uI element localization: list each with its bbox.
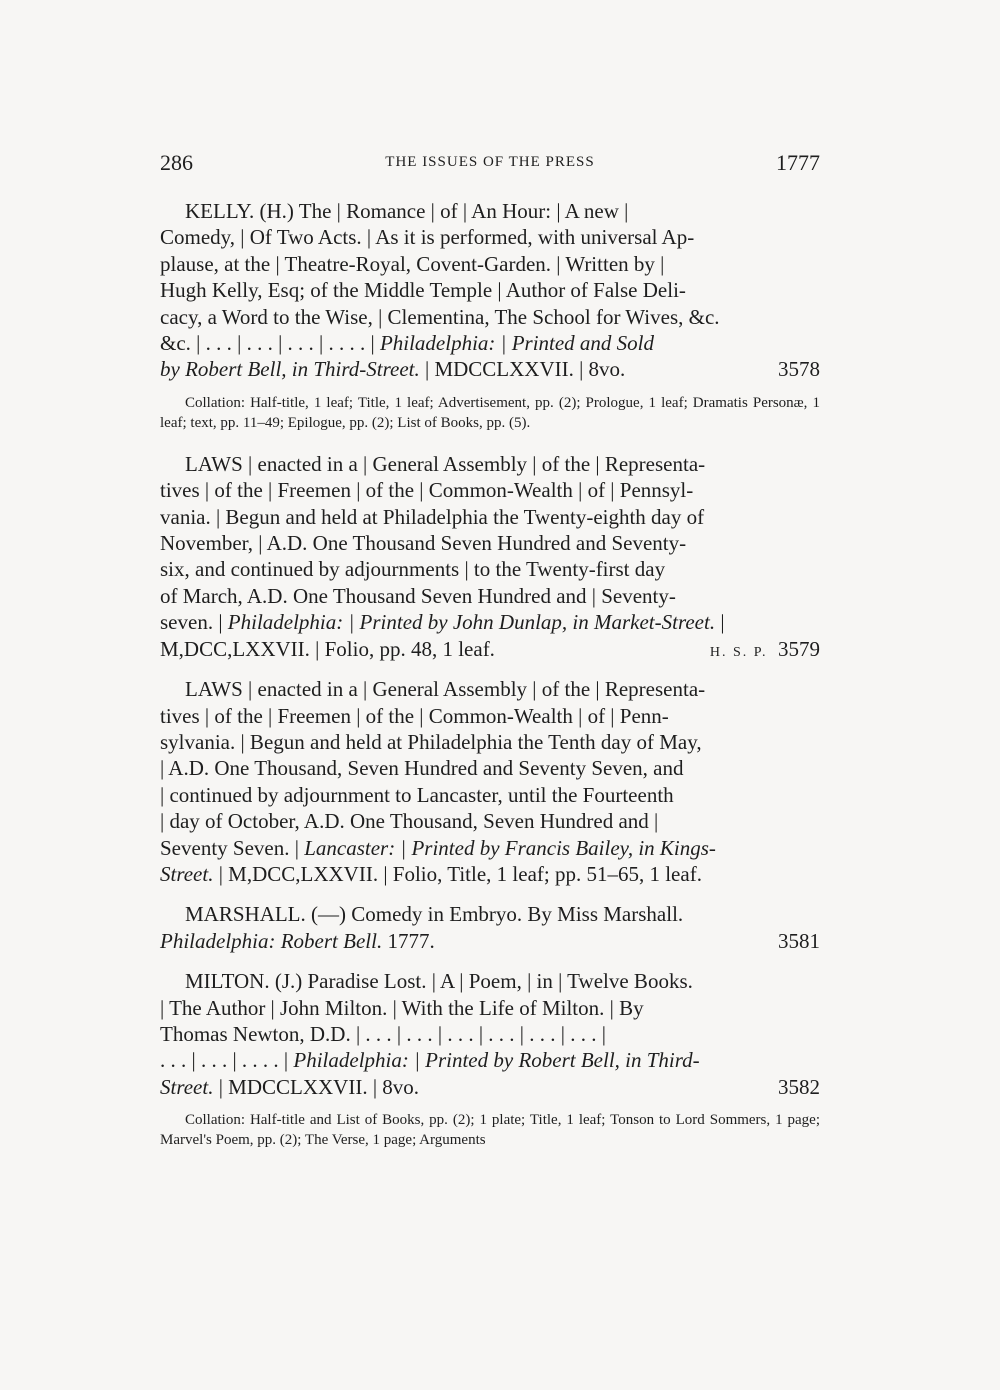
entry-line <box>160 356 820 382</box>
bibliography-entry <box>160 451 820 662</box>
entry-line: sylvania. | Begun and held at Philadelphia the Tenth day of May, <box>160 729 702 754</box>
entry-text: | MDCCLXXVII. | 8vo. <box>213 1074 420 1099</box>
imprint-text: Philadelphia: | Printed and Sold <box>379 331 655 356</box>
entry-line: Hugh Kelly, Esq; of the Middle Temple | Author of False Deli- <box>160 278 686 303</box>
collation-note: Collation: Half-title, 1 leaf; Title, 1 leaf; Advertisement, pp. (2); Prologue, 1 leaf; Dramatis Personæ, 1 leaf; text, pp. 11–49; Epilogue, pp. (2); List of Books, pp. (5). <box>160 394 820 431</box>
imprint-text: Lancaster: | Printed by Francis Bailey, in Kings- <box>304 835 716 860</box>
entry-line: Comedy, | Of Two Acts. | As it is performed, with universal Ap- <box>160 225 695 250</box>
entry-line: plause, at the | Theatre-Royal, Covent-Garden. | Written by | <box>160 251 665 276</box>
entry-line: | day of October, A.D. One Thousand, Seven Hundred and | <box>160 809 659 834</box>
entry-text: Seventy Seven. | <box>160 835 305 860</box>
entry-line: vania. | Begun and held at Philadelphia the Twenty-eighth day of <box>160 504 705 529</box>
entry-line: tives | of the | Freemen | of the | Common-Wealth | of | Penn- <box>160 703 669 728</box>
entry-text: | M,DCC,LXXVII. | Folio, Title, 1 leaf; pp. 51–65, 1 leaf. <box>213 861 702 886</box>
entry-line <box>160 835 820 861</box>
entry-number: 3582 <box>778 1074 820 1099</box>
page-number: 286 <box>160 150 193 175</box>
entry-line: Thomas Newton, D.D. | . . . | . . . | . . . | . . . | . . . | . . . | <box>160 1021 606 1046</box>
entry-text: . . . | . . . | . . . . | <box>160 1048 294 1073</box>
entry-line: tives | of the | Freemen | of the | Common-Wealth | of | Pennsyl- <box>160 478 694 503</box>
entry-number <box>710 636 820 666</box>
imprint-text: Philadelphia: | Printed by John Dunlap, in Market-Street. <box>227 610 716 635</box>
imprint-text: Street. <box>160 1074 214 1099</box>
bibliography-entry <box>160 676 820 887</box>
entry-line: | The Author | John Milton. | With the Life of Milton. | By <box>160 995 644 1020</box>
entry-line: MARSHALL. (—) Comedy in Embryo. By Miss Marshall. <box>185 902 684 927</box>
entry-line <box>160 330 820 356</box>
entry-line: LAWS | enacted in a | General Assembly | of the | Representa- <box>185 451 706 476</box>
location-ref: H. S. P. <box>709 644 768 660</box>
entry-line: six, and continued by adjournments | to the Twenty-first day <box>160 557 666 582</box>
entry-line: of March, A.D. One Thousand Seven Hundred and | Seventy- <box>160 583 676 608</box>
entry-text: seven. | <box>160 610 228 635</box>
entry-text: 1777. <box>382 928 435 953</box>
entry-line: | continued by adjournment to Lancaster, until the Fourteenth <box>160 782 674 807</box>
header-year: 1777 <box>776 150 820 175</box>
entry-line <box>160 1074 820 1100</box>
running-title: THE ISSUES OF THE PRESS <box>385 154 595 170</box>
bibliography-entry <box>160 198 820 383</box>
bibliography-entry <box>160 968 820 1100</box>
entry-line: KELLY. (H.) The | Romance | of | An Hour: | A new | <box>185 199 629 223</box>
bibliography-entry <box>160 901 820 954</box>
entry-line: MILTON. (J.) Paradise Lost. | A | Poem, | in | Twelve Books. <box>185 969 693 994</box>
running-header <box>160 150 820 180</box>
entry-number-value: 3579 <box>778 636 820 661</box>
entry-text: &c. | . . . | . . . | . . . | . . . . | <box>160 331 380 356</box>
entry-line: November, | A.D. One Thousand Seven Hundred and Seventy- <box>160 531 687 556</box>
entry-line <box>160 636 820 662</box>
entry-text: | <box>715 610 725 635</box>
entry-line <box>160 1047 820 1073</box>
page-body <box>160 198 820 1168</box>
entry-text: M,DCC,LXXVII. | Folio, pp. 48, 1 leaf. <box>160 636 495 661</box>
imprint-text: Street. <box>160 861 214 886</box>
entry-line: | A.D. One Thousand, Seven Hundred and Seventy Seven, and <box>160 756 684 781</box>
entry-number: 3581 <box>778 928 820 953</box>
entry-line <box>160 861 820 887</box>
imprint-text: Philadelphia: | Printed by Robert Bell, in Third- <box>293 1048 700 1073</box>
imprint-text: by Robert Bell, in Third-Street. <box>160 357 420 382</box>
entry-text: | MDCCLXXVII. | 8vo. <box>419 357 626 382</box>
entry-line: LAWS | enacted in a | General Assembly | of the | Representa- <box>185 677 706 702</box>
collation-note: Collation: Half-title and List of Books, pp. (2); 1 plate; Title, 1 leaf; Tonson to Lord Sommers, 1 page; Marvel's Poem, pp. (2); The Verse, 1 page; Arguments <box>160 1112 820 1149</box>
imprint-text: Philadelphia: Robert Bell. <box>160 928 383 953</box>
entry-line: cacy, a Word to the Wise, | Clementina, The School for Wives, &c. <box>160 304 720 329</box>
entry-number: 3578 <box>778 357 820 382</box>
entry-line <box>160 928 820 954</box>
entry-line <box>160 609 820 635</box>
